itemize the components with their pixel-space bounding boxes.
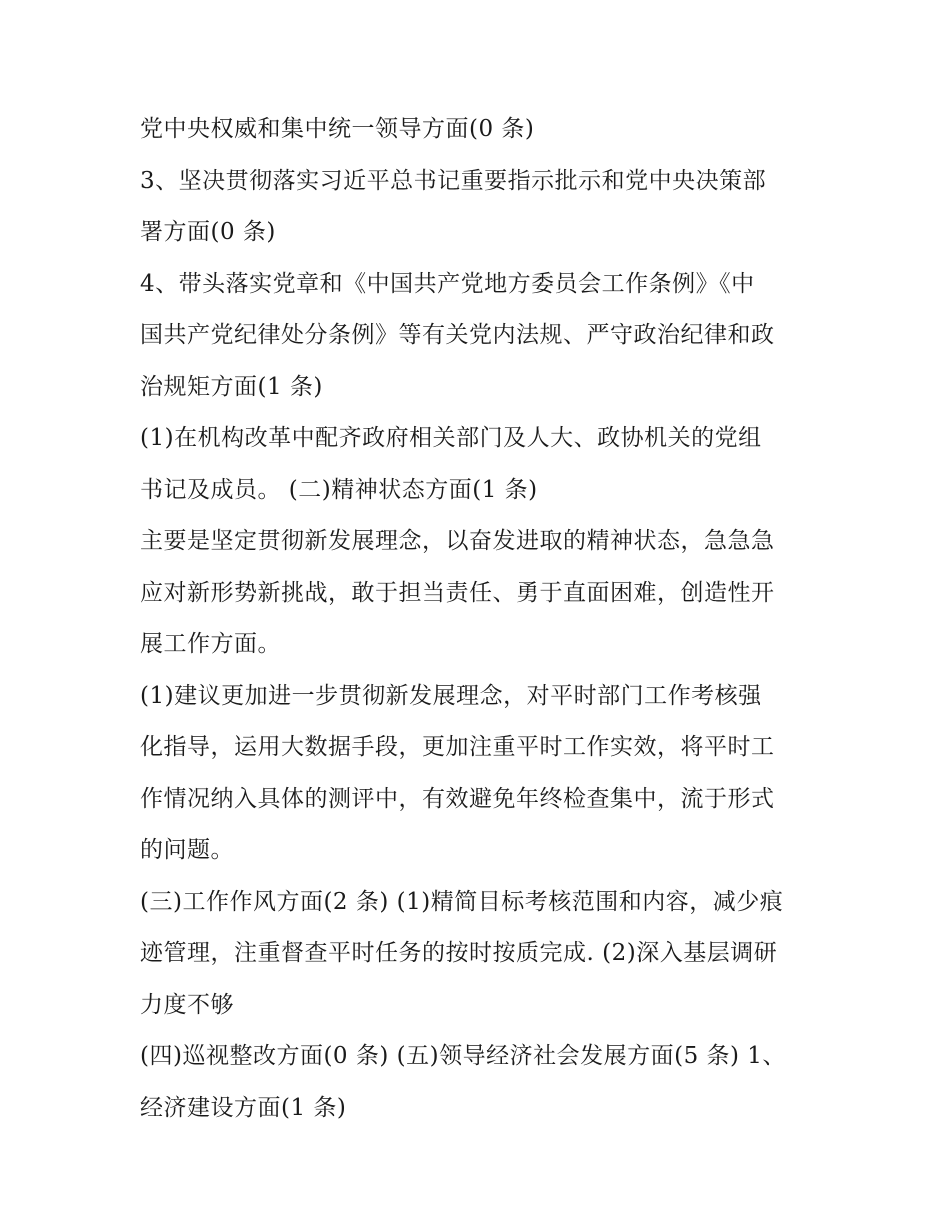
text-line: 经济建设方面(1 条) [140, 1094, 347, 1121]
document-page [140, 104, 820, 1134]
text-line: 书记及成员。 (二)精神状态方面(1 条) [140, 476, 538, 503]
text-line: 3、坚决贯彻落实习近平总书记重要指示批示和党中央决策部 [140, 167, 767, 194]
text-line: (1)在机构改革中配齐政府相关部门及人大、政协机关的党组 [140, 425, 762, 451]
text-line: 展工作方面。 [140, 631, 281, 657]
text-line: 国共产党纪律处分条例》等有关党内法规、严守政治纪律和政 [140, 322, 775, 348]
text-line: 主要是坚定贯彻新发展理念，以奋发进取的精神状态，急急急 [140, 528, 775, 554]
text-line: 作情况纳入具体的测评中，有效避免年终检查集中，流于形式 [140, 785, 775, 812]
text-line: 力度不够 [140, 991, 234, 1018]
text-line: 4、带头落实党章和《中国共产党地方委员会工作条例》《中 [140, 270, 755, 297]
text-line: (四)巡视整改方面(0 条) (五)领导经济社会发展方面(5 条) 1、 [140, 1043, 786, 1069]
text-line: (1)建议更加进一步贯彻新发展理念，对平时部门工作考核强 [140, 682, 762, 709]
text-line: 党中央权威和集中统一领导方面(0 条) [140, 116, 535, 142]
text-line: 化指导，运用大数据手段，更加注重平时工作实效，将平时工 [140, 734, 775, 760]
text-line: 应对新形势新挑战，敢于担当责任、勇于直面困难，创造性开 [140, 579, 775, 606]
text-line: 署方面(0 条) [140, 219, 276, 245]
text-line: 治规矩方面(1 条) [140, 373, 323, 400]
text-line: (三)工作作风方面(2 条) (1)精简目标考核范围和内容，减少痕 [140, 888, 784, 915]
text-line: 的问题。 [140, 837, 234, 863]
text-line: 迹管理，注重督查平时任务的按时按质完成. (2)深入基层调研 [140, 940, 778, 966]
